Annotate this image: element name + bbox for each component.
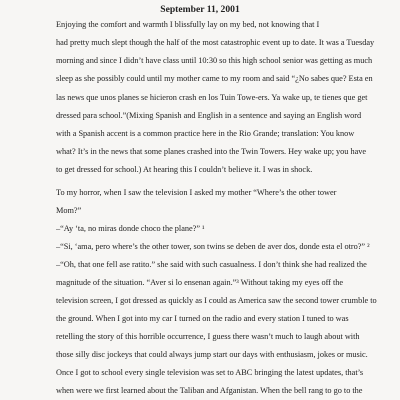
text-line: sleep as she possibly could until my mother came to my room and said “¿No sabes que? Esta en: [56, 74, 373, 83]
text-line: what? It’s in the news that some planes crashed into the Twin Towers. Hey wake up; you have: [56, 147, 367, 156]
text-line: the ground. When I got into my car I turned on the radio and every station I tuned to was: [56, 314, 349, 323]
text-line: magnitude of the situation. “Aver si lo ensenan again.”³ Without taking my eyes off the: [56, 278, 344, 287]
text-line: Once I got to school every single television was set to ABC bringing the latest updates, that’s: [56, 368, 364, 377]
text-line: morning and since I didn’t have class until 10:30 so this high school senior was getting as much: [56, 56, 373, 65]
text-line: when were we first learned about the Taliban and Afganistan. When the bell rang to go to the: [56, 386, 363, 395]
text-line: las news que unos planes se hicieron crash en los Tuin Towe-ers. Ya wake up, te tienes que get: [56, 93, 368, 102]
text-line: retelling the story of this horrible occurrence, I guess there wasn’t much to laugh about with: [56, 332, 360, 341]
text-line: television screen, I got dressed as quickly as I could as America saw the second tower crumble to: [56, 296, 377, 305]
document-title: September 11, 2001: [160, 4, 240, 15]
text-line: to get dressed for school.) At hearing this I couldn’t believe it. I was in shock.: [56, 165, 313, 174]
text-line: Mom?”: [56, 206, 82, 215]
text-line: dressed para school.”(Mixing Spanish and English in a sentence and saying an English word: [56, 111, 362, 120]
text-line: had pretty much slept though the half of the most catastrophic event up to date. It was a Tuesday: [56, 38, 375, 47]
dialogue-line: –“Oh, that one fell ase ratito.” she said with such casualness. I don’t think she had realized the: [56, 260, 367, 269]
text-line: To my horror, when I saw the television I asked my mother “Where’s the other tower: [56, 188, 337, 197]
text-line: Enjoying the comfort and warmth I blissfully lay on my bed, not knowing that I: [56, 20, 320, 29]
text-line: those silly disc jockeys that could always jump start our days with enthusiasm, jokes or music.: [56, 350, 368, 359]
text-line: with a Spanish accent is a common practice here in the Rio Grande; translation: You know: [56, 129, 355, 138]
dialogue-line: –“Si, ‘ama, pero where’s the other tower, son twins se deben de aver dos, donde esta el otro?” ²: [56, 242, 370, 251]
dialogue-line: –“Ay ‘ta, no miras donde choco the plane?” ¹: [56, 224, 205, 233]
